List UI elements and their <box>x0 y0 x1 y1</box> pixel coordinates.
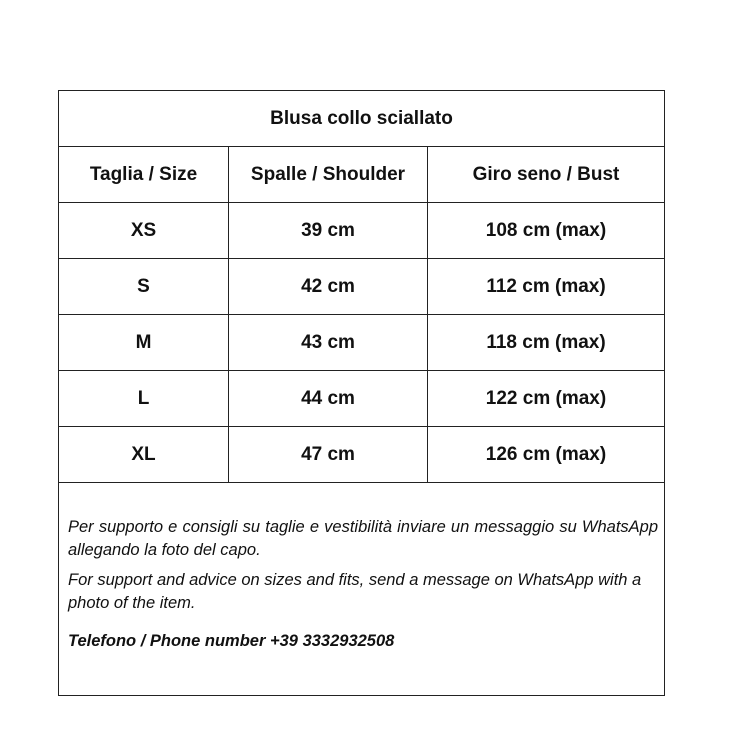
table-row <box>59 315 665 371</box>
notes-cell <box>59 483 665 696</box>
bust-cell: 126 cm (max) <box>428 427 665 483</box>
shoulder-cell: 44 cm <box>229 371 428 427</box>
size-cell: XL <box>59 427 229 483</box>
support-note-italian: Per supporto e consigli su taglie e vestibilità inviare un messaggio su WhatsApp allegando la foto del capo. <box>68 518 659 559</box>
phone-label: Telefono / Phone number <box>68 632 266 650</box>
header-row <box>59 147 665 203</box>
shoulder-cell: 42 cm <box>229 259 428 315</box>
size-cell: S <box>59 259 229 315</box>
shoulder-cell: 47 cm <box>229 427 428 483</box>
shoulder-cell: 39 cm <box>229 203 428 259</box>
notes-row <box>59 483 665 696</box>
table-row <box>59 203 665 259</box>
phone-line <box>68 630 658 653</box>
bust-cell: 108 cm (max) <box>428 203 665 259</box>
size-cell: M <box>59 315 229 371</box>
support-note-english: For support and advice on sizes and fits, send a message on WhatsApp with a photo of the item. <box>68 571 642 612</box>
table-row <box>59 371 665 427</box>
size-chart-table <box>58 90 665 696</box>
bust-cell: 118 cm (max) <box>428 315 665 371</box>
title-row <box>59 91 665 147</box>
table-title: Blusa collo sciallato <box>59 91 665 147</box>
table-row <box>59 259 665 315</box>
size-cell: L <box>59 371 229 427</box>
phone-number: +39 3332932508 <box>270 632 395 650</box>
table-row <box>59 427 665 483</box>
column-header-shoulder: Spalle / Shoulder <box>229 147 428 203</box>
bust-cell: 122 cm (max) <box>428 371 665 427</box>
column-header-size: Taglia / Size <box>59 147 229 203</box>
column-header-bust: Giro seno / Bust <box>428 147 665 203</box>
size-cell: XS <box>59 203 229 259</box>
bust-cell: 112 cm (max) <box>428 259 665 315</box>
shoulder-cell: 43 cm <box>229 315 428 371</box>
